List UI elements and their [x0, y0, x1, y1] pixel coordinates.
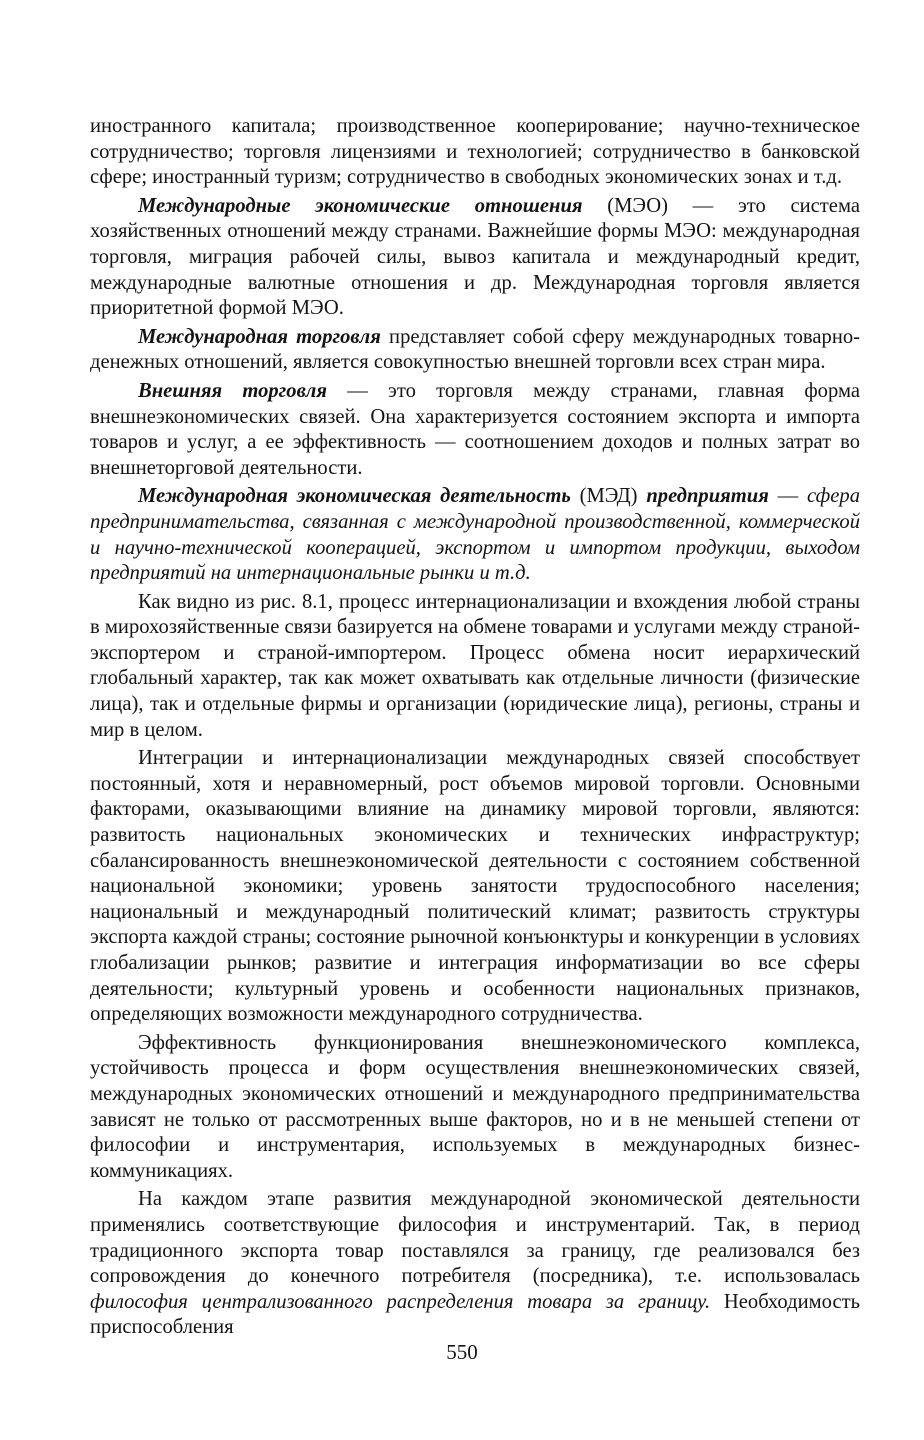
term-vneshnyaya-torgovlya: Внешняя торговля — [138, 379, 327, 402]
paragraph-text: Интеграции и интернационализации международных связей способствует постоянный, хотя и неравномерный, рост объемов мировой торговли. Основными факторами, оказывающими влияние на динамику мировой торговли, являются: развитость национальных экономических и технических инфраструктур; сбалансированность внешнеэкономической деятельности с состоянием собственной национальной экономики; уровень занятости трудоспособного населения; национальный и международный политический климат; развитость структуры экспорта каждой страны; состояние рыночной конъюнктуры и конкуренции в условиях глобализации рынков; развитие и интеграция информатизации во все сферы деятельности; культурный уровень и особенности национальных признаков, определяющих возможности международного сотрудничества. — [90, 747, 860, 1026]
paragraph — [90, 325, 860, 376]
paragraph — [90, 194, 860, 322]
paragraph — [90, 746, 860, 1028]
paragraph-text: иностранного капитала; производственное кооперирование; научно-техническое сотрудничество; торговля лицензиями и технологией; сотрудничество в банковской сфере; иностранный туризм; сотрудничество в свободных экономических зонах и т.д. — [90, 115, 860, 189]
paragraph — [90, 114, 860, 191]
italic-phrase: философия централизованного распределения товара за границу. — [90, 1290, 711, 1313]
paragraph — [90, 1187, 860, 1341]
term-mezhdunarodnye-ekonomicheskie-otnosheniya: Международные экономические отношения — [138, 194, 583, 217]
paragraph — [90, 590, 860, 744]
paragraph-text: (МЭО) — это система хозяйственных отношений между странами. Важнейшие формы МЭО: международная торговля, миграция рабочей силы, вывоз капитала и международный кредит, международные валютные отношения и др. Международная торговля является приоритетной формой МЭО. — [90, 194, 860, 320]
paragraph-text: Как видно из рис. 8.1, процесс интернационализации и вхождения любой страны в мирохозяйственные связи базируется на обмене товарами и услугами между страной-экспортером и страной-импортером. Процесс обмена носит иерархический глобальный характер, так как может охватывать как отдельные личности (физические лица), так и отдельные фирмы и организации (юридические лица), регионы, страны и мир в целом. — [90, 590, 860, 741]
paragraph-text: На каждом этапе развития международной экономической деятельности применялись соответствующие философия и инструментарий. Так, в период традиционного экспорта товар поставлялся за границу, где реализовался без сопровождения до конечного потребителя (посредника), т.е. использовалась — [90, 1188, 860, 1288]
term-mezhdunarodnaya-ekonomicheskaya-deyatelnost: Международная экономическая деятельность — [138, 485, 571, 508]
term-mezhdunarodnaya-torgovlya: Международная торговля — [138, 325, 381, 348]
paragraph-text: Необходимость приспособления — [90, 1290, 860, 1339]
definition-text: сфера предпринимательства, связанная с международной производственной, коммерческой и научно-технической кооперацией, экспортом и импортом продукции, выходом предприятий на интернациональные рынки и т.д. — [90, 485, 860, 585]
paragraph-text: — это торговля между странами, главная форма внешнеэкономических связей. Она характеризуется состоянием экспорта и импорта товаров и услуг, а ее эффективность — соотношением доходов и полных затрат во внешнеторговой деятельности. — [90, 379, 860, 479]
paragraph-text: (МЭД) — [570, 485, 647, 508]
paragraph — [90, 1031, 860, 1185]
paragraph-text: представляет собой сферу международных товарно-денежных отношений, является совокупностью внешней торговли всех стран мира. — [90, 325, 861, 374]
paragraph-text: Эффективность функционирования внешнеэкономического комплекса, устойчивость процесса и форм осуществления внешнеэкономических связей, международных экономических отношений и международного предпринимательства зависят не только от рассмотренных выше факторов, но и в не меньшей степени от философии и инструментария, используемых в международных бизнес-коммуникациях. — [90, 1031, 860, 1182]
page-number: 550 — [446, 1340, 478, 1364]
term-predpriyatiya: предприятия — [646, 485, 769, 508]
paragraph-text: — — [768, 485, 808, 508]
document-page-text — [90, 114, 860, 1344]
paragraph — [90, 484, 860, 586]
paragraph — [90, 379, 860, 481]
